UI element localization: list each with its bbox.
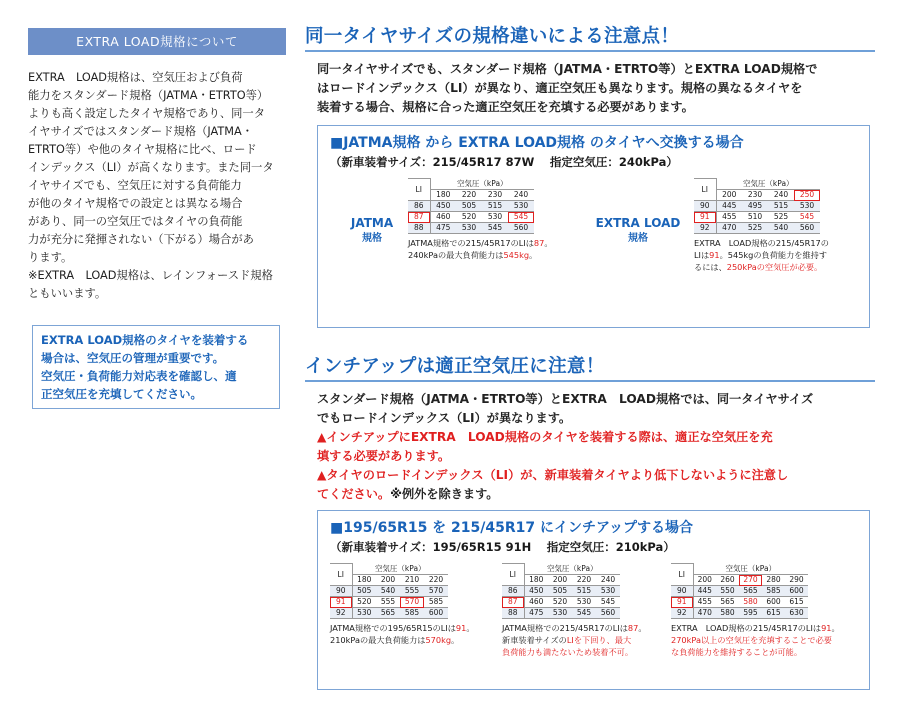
load-cell: 455 <box>693 597 716 608</box>
warning-inchup <box>317 428 875 466</box>
pressure-cell: 220 <box>424 575 448 586</box>
load-cell: 560 <box>794 223 820 234</box>
load-cell: 565 <box>716 597 739 608</box>
exception-note: ※例外を除きます。 <box>390 487 499 501</box>
load-cell: 475 <box>430 223 456 234</box>
load-cell: 450 <box>430 201 456 212</box>
pressure-cell: 260 <box>716 575 739 586</box>
li-cell: 90 <box>330 586 352 597</box>
li-cell-highlight: 91 <box>694 212 716 223</box>
table-row <box>671 597 808 608</box>
load-cell: 470 <box>693 608 716 619</box>
load-cell: 460 <box>524 597 548 608</box>
table-row <box>330 597 448 608</box>
caption-e <box>671 622 840 658</box>
caption-text: EXTRA LOAD規格の215/45R17の <box>694 238 829 248</box>
pressure-cell-highlight: 250 <box>794 190 820 201</box>
section1-title: 同一タイヤサイズの規格違いによる注意点！ <box>305 22 875 52</box>
load-cell: 600 <box>424 608 448 619</box>
li-cell: 90 <box>671 586 693 597</box>
text-line: 装着する場合、規格に合った適正空気圧を充填する必要があります。 <box>317 100 694 114</box>
pressure-header: 空気圧（kPa） <box>693 564 808 575</box>
caption-c <box>330 622 475 646</box>
table-row <box>330 586 448 597</box>
load-cell: 555 <box>400 586 424 597</box>
warning-line: てください。 <box>317 487 391 501</box>
li-cell-highlight: 91 <box>330 597 352 608</box>
jatma-label <box>342 216 402 246</box>
pressure-cell: 220 <box>456 190 482 201</box>
table-row <box>502 608 620 619</box>
load-cell: 505 <box>548 586 572 597</box>
pressure-cell: 200 <box>693 575 716 586</box>
li-header: LI <box>502 564 524 586</box>
load-cell: 445 <box>716 201 742 212</box>
pressure-notice-box <box>32 325 280 409</box>
li-cell-highlight: 87 <box>502 597 524 608</box>
text-line: スタンダード規格（JATMA・ETRTO等）とEXTRA LOAD規格では、同一タイヤサイズ <box>317 392 814 406</box>
load-cell: 530 <box>482 212 508 223</box>
load-cell: 530 <box>548 608 572 619</box>
case-box-replacement <box>317 125 870 328</box>
caption-red: 87 <box>627 623 639 633</box>
load-cell: 505 <box>456 201 482 212</box>
load-cell: 540 <box>768 223 794 234</box>
pressure-header: 空気圧（kPa） <box>716 179 820 190</box>
warning-line: ▲タイヤのロードインデックス（LI）が、新車装着タイヤより低下しないように注意し <box>317 468 789 482</box>
load-cell: 515 <box>768 201 794 212</box>
load-cell: 545 <box>572 608 596 619</box>
load-cell: 455 <box>716 212 742 223</box>
caption-b <box>694 237 829 273</box>
table-row <box>408 201 534 212</box>
load-cell: 545 <box>482 223 508 234</box>
load-cell: 615 <box>762 608 785 619</box>
load-cell: 540 <box>376 586 400 597</box>
section2-title: インチアップは適正空気圧に注意！ <box>305 352 875 382</box>
load-cell: 585 <box>424 597 448 608</box>
li-cell: 88 <box>408 223 430 234</box>
caption-d <box>502 622 647 658</box>
pressure-cell: 210 <box>400 575 424 586</box>
table-row <box>330 608 448 619</box>
desc-line: ETRTO等）や他のタイヤ規格に比べ、ロード <box>28 143 257 156</box>
table-d-wrap <box>502 563 647 658</box>
load-cell-highlight: 545 <box>794 212 820 223</box>
caption-red: 270kPa以上の空気圧を充填することで必要 <box>671 635 832 645</box>
li-cell: 90 <box>694 201 716 212</box>
reinforced-note: ともいいます。 <box>28 287 107 300</box>
li-header: LI <box>330 564 352 586</box>
table-row <box>502 597 620 608</box>
load-cell-highlight: 570 <box>400 597 424 608</box>
section1-text <box>317 60 875 117</box>
section2-text <box>317 390 875 428</box>
caption-text: 。 <box>451 635 460 645</box>
pressure-header: 空気圧（kPa） <box>352 564 448 575</box>
load-cell: 560 <box>508 223 534 234</box>
desc-line: が他のタイヤ規格での設定とは異なる場合 <box>28 197 243 210</box>
li-cell: 86 <box>502 586 524 597</box>
text-line: 同一タイヤサイズでも、スタンダード規格（JATMA・ETRTO等）とEXTRA LOAD規格で <box>317 62 818 76</box>
load-cell: 530 <box>794 201 820 212</box>
load-cell: 460 <box>430 212 456 223</box>
li-cell: 88 <box>502 608 524 619</box>
caption-text: るには、 <box>694 262 727 272</box>
pressure-cell: 200 <box>548 575 572 586</box>
caption-red: な負荷能力を維持することが可能。 <box>671 647 803 657</box>
right-column <box>305 22 875 690</box>
desc-line: ります。 <box>28 251 73 264</box>
caption-text: EXTRA LOAD規格の215/45R17のLIは <box>671 623 822 633</box>
caption-text: 。 <box>831 623 840 633</box>
li-cell: 92 <box>330 608 352 619</box>
load-cell: 450 <box>524 586 548 597</box>
caption-red: 負荷能力も満たないため装着不可。 <box>502 647 634 657</box>
caption-text: 210kPaの最大負荷能力は <box>330 635 426 645</box>
caption-red: 91 <box>709 250 720 260</box>
text-line: でもロードインデックス（LI）が異なります。 <box>317 411 572 425</box>
table-a-wrap <box>408 178 553 261</box>
case-subtitle: （新車装着サイズ：195/65R15 91H 指定空気圧：210kPa） <box>330 540 675 554</box>
caption-text: LIは <box>694 250 710 260</box>
reinforced-note: ※EXTRA LOAD規格は、レインフォースド規格 <box>28 269 273 282</box>
load-cell: 565 <box>739 586 762 597</box>
table-row <box>408 223 534 234</box>
caption-text: JATMA規格での215/45R17のLIは <box>502 623 628 633</box>
caption-text: JATMA規格での195/65R15のLIは <box>330 623 456 633</box>
caption-text: 新車装着サイズの <box>502 635 567 645</box>
warning-li <box>317 466 875 504</box>
table-row <box>694 223 820 234</box>
warning-line: 填する必要があります。 <box>317 449 451 463</box>
load-cell: 545 <box>596 597 620 608</box>
case-subtitle: （新車装着サイズ：215/45R17 87W 指定空気圧：240kPa） <box>330 155 678 169</box>
pressure-cell: 240 <box>768 190 794 201</box>
load-table-jatma-215 <box>408 178 534 234</box>
load-cell: 475 <box>524 608 548 619</box>
desc-line: イヤサイズでも、空気圧に対する負荷能力 <box>28 179 242 192</box>
desc-line: 能力をスタンダード規格（JATMA・ETRTO等） <box>28 89 269 102</box>
caption-red: 91 <box>821 623 832 633</box>
table-row <box>694 212 820 223</box>
desc-line: イヤサイズではスタンダード規格（JATMA・ <box>28 125 254 138</box>
extra-load-heading: EXTRA LOAD規格について <box>28 28 286 55</box>
load-cell: 505 <box>352 586 376 597</box>
desc-line: よりも高く設定したタイヤ規格であり、同一タ <box>28 107 266 120</box>
pressure-cell-highlight: 270 <box>739 575 762 586</box>
table-row <box>671 586 808 597</box>
pressure-cell: 200 <box>716 190 742 201</box>
load-cell: 600 <box>785 586 808 597</box>
load-cell: 495 <box>742 201 768 212</box>
li-cell: 86 <box>408 201 430 212</box>
caption-red: 91 <box>455 623 467 633</box>
load-cell: 520 <box>352 597 376 608</box>
load-cell: 530 <box>596 586 620 597</box>
load-cell: 445 <box>693 586 716 597</box>
desc-line: インデックス（LI）が高くなります。また同一タ <box>28 161 274 174</box>
caption-red: 250kPaの空気圧が必要。 <box>726 262 823 272</box>
table-row <box>671 608 808 619</box>
li-header: LI <box>408 179 430 201</box>
pressure-header: 空気圧（kPa） <box>524 564 620 575</box>
notice-line: 場合は、空気圧の管理が重要です。 <box>41 351 225 365</box>
load-cell: 515 <box>482 201 508 212</box>
case-title: ■195/65R15 を 215/45R17 にインチアップする場合 <box>330 520 694 536</box>
caption-a <box>408 237 553 261</box>
pressure-cell: 230 <box>742 190 768 201</box>
xl-label-text: EXTRA LOAD <box>595 216 681 230</box>
jatma-label-text: JATMA <box>350 216 394 230</box>
xl-label-sub: 規格 <box>628 233 648 244</box>
caption-red: 545kg <box>503 250 530 260</box>
caption-text: 。 <box>638 623 647 633</box>
load-cell: 530 <box>572 597 596 608</box>
load-table-jatma-195 <box>330 563 448 619</box>
case-title: ■JATMA規格 から EXTRA LOAD規格 のタイヤへ交換する場合 <box>330 135 744 151</box>
table-row <box>694 201 820 212</box>
pressure-cell: 230 <box>482 190 508 201</box>
table-e-wrap <box>671 563 840 658</box>
load-table-jatma-215-inchup <box>502 563 620 619</box>
extra-load-label <box>588 216 688 246</box>
li-header: LI <box>671 564 693 586</box>
load-cell: 510 <box>742 212 768 223</box>
pressure-cell: 180 <box>524 575 548 586</box>
notice-line: EXTRA LOAD規格のタイヤを装着する <box>41 333 249 347</box>
jatma-label-sub: 規格 <box>362 233 382 244</box>
load-cell: 520 <box>456 212 482 223</box>
caption-text: 。545kgの負荷能力を維持す <box>719 250 828 260</box>
load-cell: 550 <box>716 586 739 597</box>
notice-line: 正空気圧を充填してください。 <box>41 387 202 401</box>
caption-red: LIを下回り、最大 <box>566 635 632 645</box>
load-cell: 585 <box>762 586 785 597</box>
pressure-header: 空気圧（kPa） <box>430 179 534 190</box>
table-row <box>502 586 620 597</box>
warning-line: ▲インチアップにEXTRA LOAD規格のタイヤを装着する際は、適正な空気圧を充 <box>317 430 773 444</box>
load-cell-highlight: 545 <box>508 212 534 223</box>
load-cell: 615 <box>785 597 808 608</box>
load-cell: 595 <box>739 608 762 619</box>
caption-text: 。 <box>529 250 538 260</box>
load-cell: 600 <box>762 597 785 608</box>
load-cell: 530 <box>508 201 534 212</box>
pressure-cell: 240 <box>596 575 620 586</box>
li-cell: 92 <box>671 608 693 619</box>
load-cell: 470 <box>716 223 742 234</box>
table-b-wrap <box>694 178 829 273</box>
text-line: はロードインデックス（LI）が異なり、適正空気圧も異なります。規格の異なるタイヤを <box>317 81 803 95</box>
desc-line: があり、同一の空気圧ではタイヤの負荷能 <box>28 215 243 228</box>
case-box-inchup <box>317 510 870 690</box>
load-cell: 570 <box>424 586 448 597</box>
notice-line: 空気圧・負荷能力対応表を確認し、適 <box>41 369 237 383</box>
pressure-cell: 180 <box>430 190 456 201</box>
pressure-cell: 180 <box>352 575 376 586</box>
load-cell: 525 <box>768 212 794 223</box>
load-cell: 555 <box>376 597 400 608</box>
caption-text: JATMA規格での215/45R17のLIは <box>408 238 534 248</box>
desc-line: EXTRA LOAD規格は、空気圧および負荷 <box>28 71 243 84</box>
pressure-cell: 280 <box>762 575 785 586</box>
load-cell: 560 <box>596 608 620 619</box>
load-table-xl-215 <box>694 178 820 234</box>
pressure-cell: 220 <box>572 575 596 586</box>
caption-red: 570kg <box>425 635 452 645</box>
load-cell: 520 <box>548 597 572 608</box>
load-cell: 630 <box>785 608 808 619</box>
caption-text: 240kPaの最大負荷能力は <box>408 250 504 260</box>
pressure-cell: 200 <box>376 575 400 586</box>
caption-red: 87 <box>533 238 545 248</box>
extra-load-description <box>28 69 286 303</box>
desc-line: 力が充分に発揮されない（下がる）場合があ <box>28 233 254 246</box>
load-cell: 565 <box>376 608 400 619</box>
pressure-cell: 290 <box>785 575 808 586</box>
li-header: LI <box>694 179 716 201</box>
li-cell-highlight: 87 <box>408 212 430 223</box>
left-column <box>28 28 286 409</box>
table-c-wrap <box>330 563 475 646</box>
load-cell: 585 <box>400 608 424 619</box>
load-table-xl-215-inchup <box>671 563 808 619</box>
pressure-cell: 240 <box>508 190 534 201</box>
load-cell: 580 <box>716 608 739 619</box>
caption-text: 。 <box>466 623 475 633</box>
load-cell-highlight: 580 <box>739 597 762 608</box>
li-cell: 92 <box>694 223 716 234</box>
li-cell-highlight: 91 <box>671 597 693 608</box>
load-cell: 530 <box>456 223 482 234</box>
load-cell: 515 <box>572 586 596 597</box>
load-cell: 530 <box>352 608 376 619</box>
load-cell: 525 <box>742 223 768 234</box>
table-row <box>408 212 534 223</box>
caption-text: 。 <box>544 238 553 248</box>
